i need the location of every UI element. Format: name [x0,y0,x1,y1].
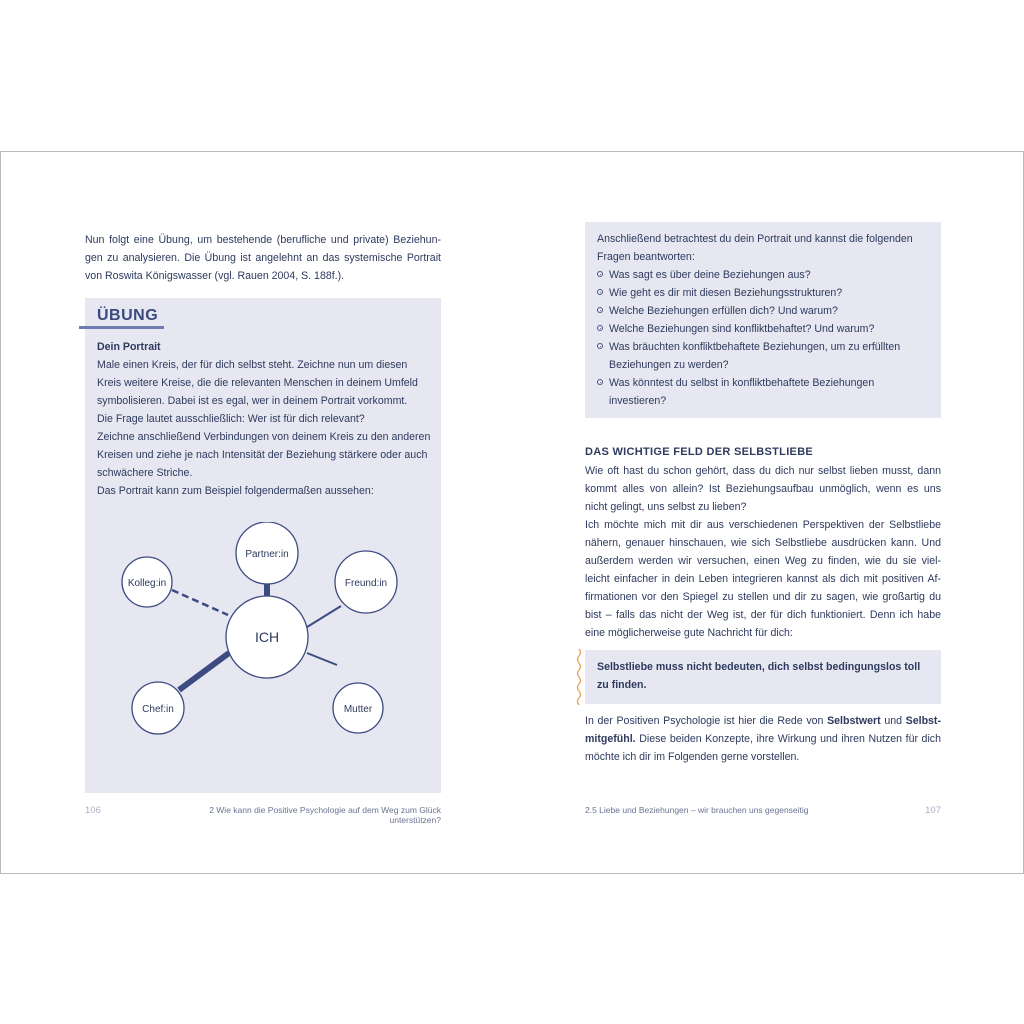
body-line: leicht einfacher in dein Leben integrieren kannst als dich mit positiven Af- [585,573,941,585]
section-heading: DAS WICHTIGE FELD DER SELBSTLIEBE [585,446,814,458]
body-line: Wie oft hast du schon gehört, dass du dich nur selbst lieben musst, dann [585,465,941,477]
label-freund: Freund:in [344,578,388,589]
exercise-line: Male einen Kreis, der für dich selbst steht. Zeichne nun um diesen [97,359,408,371]
exercise-line: Kreisen und ziehe je nach Intensität der Beziehung stärkere oder auch [97,449,428,461]
question-text: Wie geht es dir mit diesen Beziehungsstrukturen? [609,287,843,299]
bullet-icon [597,307,603,313]
body-line: eine möglicherweise gute Nachricht für dich: [585,627,793,639]
question-text: Was könntest du selbst in konfliktbehaftete Beziehungen [609,377,875,389]
body-line: Ich möchte mich mit dir aus verschiedenen Perspektiven der Selbstliebe [585,519,941,531]
body-line: außerdem werden wir versuchen, einen Weg zu finden, wie du sie viel- [585,555,941,567]
right-page [512,152,1023,873]
question-text: Welche Beziehungen sind konfliktbehaftet? Und warum? [609,323,875,335]
question-item [597,320,933,338]
question-item [597,338,933,374]
bullet-icon [597,271,603,277]
page-number-left: 106 [85,805,101,816]
intro-line: von Roswita Königswasser (vgl. Rauen 2004, S. 188f.). [85,270,345,282]
wave-decoration [575,649,583,705]
exercise-line: Kreis weitere Kreise, die die relevanten Menschen in deinem Umfeld [97,377,418,389]
question-text: Was bräuchten konfliktbehaftete Beziehungen, um zu erfüllten [609,341,901,353]
exercise-title-rule [79,326,164,329]
body-line: bist – falls das nicht der Weg ist, der für dich funktioniert. Denn ich habe [585,609,941,621]
label-kolleg: Kolleg:in [127,578,167,589]
link-mutter [307,653,337,665]
exercise-line: symbolisieren. Dabei ist es egal, wer in deinem Portrait vorkommt. [97,395,408,407]
question-text: Welche Beziehungen erfüllen dich? Und warum? [609,305,838,317]
exercise-body [97,338,433,500]
bullet-icon [597,379,603,385]
questions-intro-line: Anschließend betrachtest du dein Portrait und kannst die folgenden [597,233,913,245]
quote-line: Selbstliebe muss nicht bedeuten, dich selbst bedingungslos toll [597,661,921,673]
section-body [585,462,941,642]
label-mutter: Mutter [343,704,373,715]
bullet-icon [597,325,603,331]
question-text: Was sagt es über deine Beziehungen aus? [609,269,811,281]
link-chef [179,653,229,690]
intro-paragraph [85,231,441,285]
closing-line [585,712,941,730]
question-item [597,374,933,410]
quote-text [597,658,933,694]
label-chef: Chef:in [142,704,174,715]
body-line: nähern, genauer hinschauen, wie sich Selbstliebe ausdrücken kann. Und [585,537,941,549]
question-item [597,302,933,320]
intro-line: gen zu analysieren. Die Übung ist angelehnt an das systemische Portrait [85,252,441,264]
body-line: kommt alles von allein? Ist Beziehungsaufbau unmöglich, wenn es uns [585,483,941,495]
label-ich: ICH [254,629,280,645]
question-item [597,266,933,284]
body-line: nicht gelingt, uns selbst zu lieben? [585,501,747,513]
exercise-title: ÜBUNG [97,307,159,324]
quote-line: zu finden. [597,679,647,691]
questions-body [597,230,933,410]
term-selbstmitgefuehl: mitgefühl. [585,733,636,745]
question-text: Beziehungen zu werden? [609,359,729,371]
body-line: firmationen vor den Spiegel zu stellen und dir zu sagen, wie großartig du [585,591,941,603]
closing-text: In der Positiven Psychologie ist hier die Rede von [585,715,828,727]
bullet-icon [597,289,603,295]
closing-paragraph [585,712,941,766]
intro-line: Nun folgt eine Übung, um bestehende (berufliche und private) Beziehun- [85,234,441,246]
question-item [597,284,933,302]
closing-line: möchte ich dir im Folgenden gerne vorstellen. [585,751,800,763]
questions-intro-line: Fragen beantworten: [597,251,695,263]
exercise-line: Das Portrait kann zum Beispiel folgendermaßen aussehen: [97,485,374,497]
link-kolleg [172,590,228,615]
running-head-right: 2.5 Liebe und Beziehungen – wir brauchen uns gegenseitig [585,805,809,815]
portrait-diagram [85,522,441,772]
closing-text: Diese beiden Konzepte, ihre Wirkung und ihren Nutzen für dich [635,733,941,745]
left-page [1,152,512,873]
exercise-line: Zeichne anschließend Verbindungen von deinem Kreis zu den anderen [97,431,431,443]
term-selbstmitgefuehl: Selbst- [905,715,941,727]
closing-text: und [880,715,906,727]
exercise-heading: Dein Portrait [97,341,161,353]
running-head-left: 2 Wie kann die Positive Psychologie auf dem Weg zum Glück unterstützen? [209,805,441,825]
page-number-right: 107 [925,805,941,816]
closing-line [585,730,941,748]
label-partner: Partner:in [245,549,289,560]
question-text: investieren? [609,395,667,407]
book-spread [0,151,1024,874]
term-selbstwert: Selbstwert [827,715,881,727]
exercise-line: schwächere Striche. [97,467,193,479]
exercise-line: Die Frage lautet ausschließlich: Wer ist für dich relevant? [97,413,365,425]
bullet-icon [597,343,603,349]
